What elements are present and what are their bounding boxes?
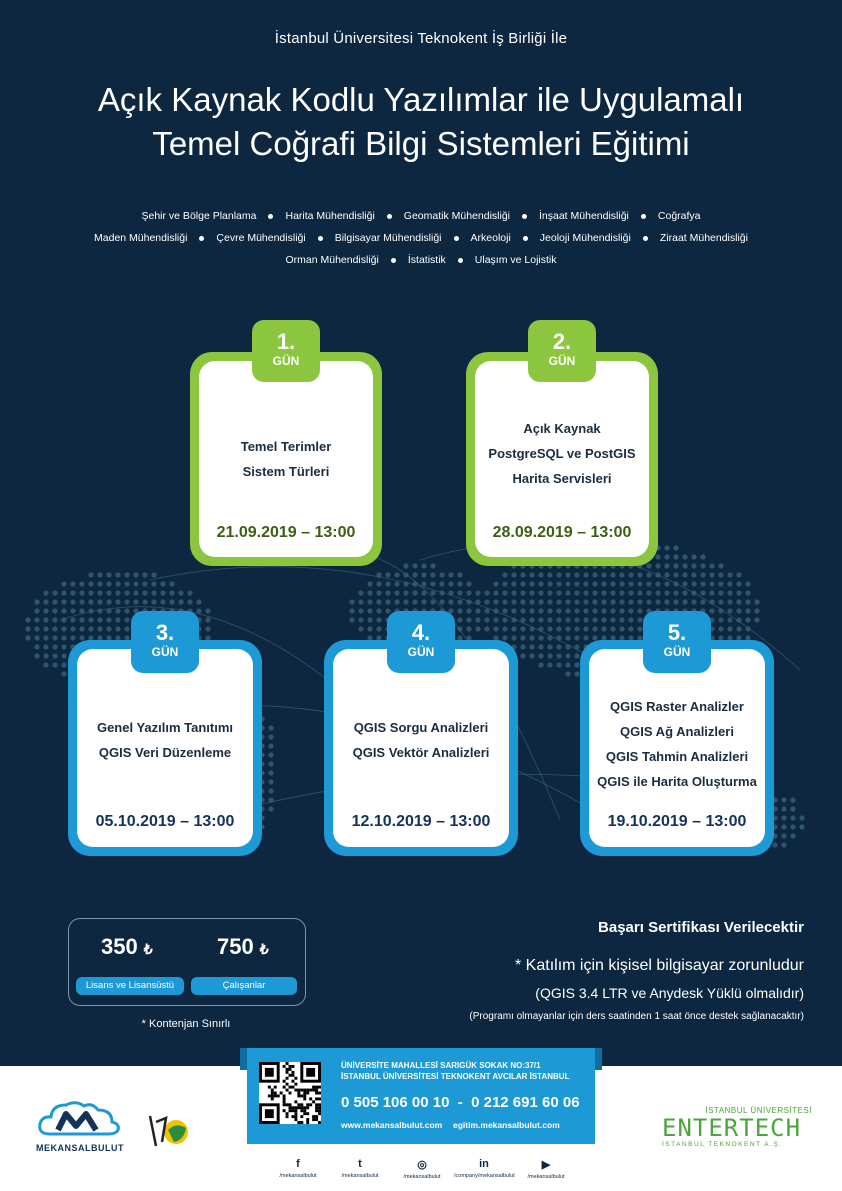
day-3-topic: Genel Yazılım Tanıtımı bbox=[96, 720, 234, 735]
day-2-badge bbox=[528, 320, 596, 382]
contact-ribbon-fold-left bbox=[240, 1048, 247, 1070]
day-card-1 bbox=[190, 352, 382, 566]
youtube-link[interactable] bbox=[516, 1158, 576, 1180]
day-2-gun-label: GÜN bbox=[548, 354, 576, 368]
phone-numbers: 0 505 106 00 10 - 0 212 691 60 06 bbox=[341, 1094, 580, 1111]
planning-logo bbox=[146, 1112, 192, 1156]
entertech-logo bbox=[662, 1106, 812, 1148]
employee-price-value: 750 bbox=[217, 934, 254, 959]
day-2-topics bbox=[466, 416, 658, 491]
support-note: (Programı olmayanlar için ders saatinden 1 saat önce destek sağlanacaktır) bbox=[469, 1011, 804, 1022]
currency-symbol: ₺ bbox=[259, 941, 269, 957]
day-4-topic: QGIS Sorgu Analizleri bbox=[353, 720, 489, 735]
employee-label-pill: Çalışanlar bbox=[191, 977, 297, 995]
day-1-topics bbox=[190, 434, 382, 484]
linkedin-icon: in bbox=[479, 1158, 489, 1170]
page-title bbox=[0, 78, 842, 166]
facebook-icon: f bbox=[296, 1158, 300, 1170]
day-5-topic: QGIS Ağ Analizleri bbox=[620, 724, 734, 739]
entertech-main-text: ENTERTECH bbox=[662, 1114, 802, 1142]
pricing-box bbox=[68, 918, 306, 1006]
address-line-1: ÜNİVERSİTE MAHALLESİ SARIGÜK SOKAK NO:37/1 bbox=[341, 1061, 541, 1070]
day-1-badge bbox=[252, 320, 320, 382]
bullet-separator bbox=[643, 236, 648, 241]
student-price bbox=[101, 934, 153, 960]
linkedin-label: /company/mekansalbulut bbox=[454, 1173, 515, 1179]
field-item: Maden Mühendisliği bbox=[94, 232, 188, 244]
bullet-separator bbox=[268, 214, 273, 219]
facebook-label: /mekansalbulut bbox=[279, 1173, 317, 1179]
fields-row-3 bbox=[0, 254, 842, 266]
field-item: Çevre Mühendisliği bbox=[216, 232, 306, 244]
facebook-link[interactable] bbox=[268, 1158, 328, 1179]
instagram-link[interactable] bbox=[392, 1158, 452, 1180]
linkedin-link[interactable] bbox=[454, 1158, 514, 1179]
address bbox=[341, 1060, 569, 1082]
mekansalbulut-logo bbox=[36, 1096, 122, 1153]
website-link[interactable]: www.mekansalbulut.com bbox=[341, 1120, 443, 1130]
field-item: Geomatik Mühendisliği bbox=[403, 210, 510, 222]
day-5-number: 5. bbox=[667, 620, 687, 645]
day-2-number: 2. bbox=[552, 329, 572, 354]
day-4-badge bbox=[387, 611, 455, 673]
title-line-2: Temel Coğrafi Bilgi Sistemleri Eğitimi bbox=[152, 125, 690, 162]
day-1-date: 21.09.2019 – 13:00 bbox=[216, 524, 356, 541]
mekansalbulut-text: MEKANSALBULUT bbox=[36, 1143, 124, 1153]
day-card-2 bbox=[466, 352, 658, 566]
contact-box bbox=[247, 1048, 595, 1144]
day-5-topic: QGIS ile Harita Oluşturma bbox=[597, 774, 757, 789]
student-label-pill: Lisans ve Lisansüstü bbox=[76, 977, 184, 995]
day-4-date: 12.10.2019 – 13:00 bbox=[351, 813, 491, 830]
certificate-note: Başarı Sertifikası Verilecektir bbox=[598, 919, 804, 936]
field-item: Şehir ve Bölge Planlama bbox=[141, 210, 257, 222]
field-item: Bilgisayar Mühendisliği bbox=[334, 232, 442, 244]
fields-row-2 bbox=[0, 232, 842, 244]
bullet-separator bbox=[387, 214, 392, 219]
field-item: İstatistik bbox=[407, 254, 446, 266]
cloud-icon bbox=[36, 1096, 122, 1138]
subtitle: İstanbul Üniversitesi Teknokent İş Birliği İle bbox=[274, 30, 568, 47]
day-4-topic: QGIS Vektör Analizleri bbox=[352, 745, 490, 760]
planning-logo-icon bbox=[146, 1112, 192, 1156]
day-1-topic: Sistem Türleri bbox=[242, 464, 330, 479]
day-1-number: 1. bbox=[276, 329, 296, 354]
day-2-topic: Açık Kaynak bbox=[523, 421, 601, 436]
day-5-date: 19.10.2019 – 13:00 bbox=[607, 813, 747, 830]
employee-price bbox=[217, 934, 269, 960]
entertech-bottom-text: İSTANBUL TEKNOKENT A.Ş. bbox=[662, 1141, 783, 1148]
address-line-2: İSTANBUL ÜNİVERSİTESİ TEKNOKENT AVCILAR İSTANBUL bbox=[341, 1072, 570, 1081]
youtube-label: /mekansalbulut bbox=[527, 1174, 565, 1180]
youtube-icon: ▶ bbox=[541, 1159, 551, 1171]
day-3-badge bbox=[131, 611, 199, 673]
quota-note: * Kontenjan Sınırlı bbox=[141, 1018, 231, 1030]
day-3-topic: QGIS Veri Düzenleme bbox=[98, 745, 232, 760]
day-3-topics bbox=[68, 715, 262, 765]
bullet-separator bbox=[391, 258, 396, 263]
bullet-separator bbox=[318, 236, 323, 241]
day-1-gun-label: GÜN bbox=[272, 354, 300, 368]
day-3-date: 05.10.2019 – 13:00 bbox=[95, 813, 235, 830]
field-item: Ulaşım ve Lojistik bbox=[474, 254, 557, 266]
day-2-topic: PostgreSQL ve PostGIS bbox=[488, 446, 636, 461]
field-item: Jeoloji Mühendisliği bbox=[539, 232, 631, 244]
day-1-topic: Temel Terimler bbox=[240, 439, 332, 454]
qr-code-graphic bbox=[259, 1062, 321, 1124]
day-4-number: 4. bbox=[411, 620, 431, 645]
bullet-separator bbox=[522, 214, 527, 219]
day-5-gun-label: GÜN bbox=[663, 645, 691, 659]
day-3-gun-label: GÜN bbox=[151, 645, 179, 659]
entertech-top-text: İSTANBUL ÜNİVERSİTESİ bbox=[705, 1106, 812, 1115]
bullet-separator bbox=[523, 236, 528, 241]
twitter-link[interactable] bbox=[330, 1158, 390, 1179]
day-4-topics bbox=[324, 715, 518, 765]
bullet-separator bbox=[458, 258, 463, 263]
field-item: İnşaat Mühendisliği bbox=[539, 210, 629, 222]
title-line-1: Açık Kaynak Kodlu Yazılımlar ile Uygulamalı bbox=[97, 81, 745, 118]
instagram-label: /mekansalbulut bbox=[403, 1174, 441, 1180]
field-item: Arkeoloji bbox=[470, 232, 511, 244]
bullet-separator bbox=[199, 236, 204, 241]
bullet-separator bbox=[454, 236, 459, 241]
field-item: Ziraat Mühendisliği bbox=[659, 232, 748, 244]
software-note: (QGIS 3.4 LTR ve Anydesk Yüklü olmalıdır) bbox=[535, 985, 804, 1001]
twitter-label: /mekansalbulut bbox=[341, 1173, 379, 1179]
computer-note: * Katılım için kişisel bilgisayar zorunludur bbox=[515, 957, 804, 974]
instagram-icon: ◎ bbox=[417, 1159, 427, 1171]
day-2-topic: Harita Servisleri bbox=[512, 471, 612, 486]
contact-ribbon-fold-right bbox=[595, 1048, 602, 1070]
twitter-icon: t bbox=[358, 1158, 362, 1170]
field-item: Harita Mühendisliği bbox=[285, 210, 375, 222]
field-item: Orman Mühendisliği bbox=[285, 254, 379, 266]
day-5-badge bbox=[643, 611, 711, 673]
day-4-gun-label: GÜN bbox=[407, 645, 435, 659]
currency-symbol: ₺ bbox=[143, 941, 153, 957]
day-2-date: 28.09.2019 – 13:00 bbox=[492, 524, 632, 541]
bullet-separator bbox=[641, 214, 646, 219]
day-5-topic: QGIS Tahmin Analizleri bbox=[605, 749, 749, 764]
field-item: Coğrafya bbox=[657, 210, 701, 222]
student-price-value: 350 bbox=[101, 934, 138, 959]
day-3-number: 3. bbox=[155, 620, 175, 645]
day-5-topic: QGIS Raster Analizler bbox=[610, 699, 744, 714]
training-website-link[interactable]: egitim.mekansalbulut.com bbox=[453, 1120, 560, 1130]
fields-row-1 bbox=[0, 210, 842, 222]
qr-code bbox=[259, 1062, 321, 1124]
day-5-topics bbox=[580, 694, 774, 794]
